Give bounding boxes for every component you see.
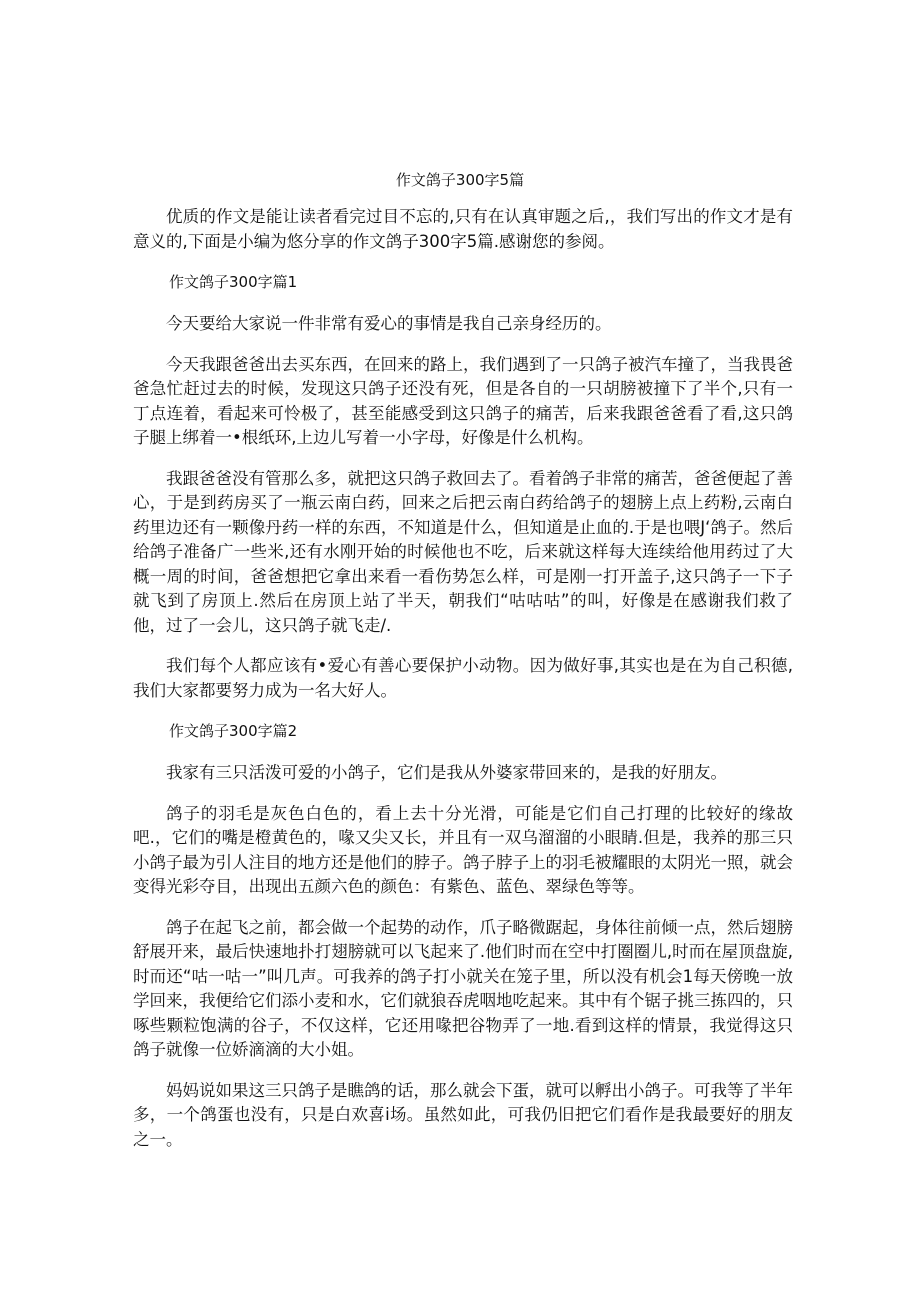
paragraph: 今天我跟爸爸出去买东西，在回来的路上，我们遇到了一只鸽子被汽车撞了，当我畏爸爸急忙赶过去的时候，发现这只鸽子还没有死，但是各自的一只胡膀被撞下了半个,只有一丁点连着，看起来可怜极了，甚至能感受到这只鸽子的痛苦，后来我跟爸爸看了看,这只鸽子腿上绑着一•根纸环,上边儿写着一小字母，好像是什么机构。 xyxy=(133,354,793,447)
paragraph-intro: 优质的作文是能让读者看完过目不忘的,只有在认真审题之后,，我们写出的作文才是有意义的,下面是小编为悠分享的作文鸽子300字5篇.感谢您的参阅。 xyxy=(133,207,793,251)
section-heading-1: 作文鸽子300字篇1 xyxy=(169,273,298,291)
paragraph: 鸽子的羽毛是灰色白色的，看上去十分光滑，可能是它们自己打理的比较好的缘故吧.，它们的嘴是橙黄色的，喙又尖又长，并且有一双乌溜溜的小眼睛.但是，我养的那三只小鸽子最为引人注目的地方还是他们的脖子。鸽子脖子上的羽毛被耀眼的太阴光一照，就会变得光彩夺目，出现出五颜六色的颜色：有紫色、蓝色、翠绿色等等。 xyxy=(133,803,793,896)
document-title: 作文鸽子300字5篇 xyxy=(395,171,525,189)
document-body xyxy=(133,205,793,1168)
paragraph: 妈妈说如果这三只鸽子是瞧鸽的话，那么就会下蛋，就可以孵出小鸽子。可我等了半年多，一个鸽蛋也没有，只是白欢喜i场。虽然如此，可我仍旧把它们看作是我最要好的朋友之一。 xyxy=(133,1080,793,1149)
paragraph: 今天要给大家说一件非常有爱心的事情是我自己亲身经历的。 xyxy=(166,314,612,333)
paragraph: 我们每个人都应该有•爱心有善心要保护小动物。因为做好事,其实也是在为自己积德,我们大家都要努力成为一名大好人。 xyxy=(133,656,793,700)
paragraph: 我跟爸爸没有管那么多，就把这只鸽子救回去了。看着鸽子非常的痛苦，爸爸便起了善心，于是到药房买了一瓶云南白药，回来之后把云南白药给鸽子的翅膀上点上药粉,云南白药里边还有一颗像丹药一样的东西，不知道是什么，但知道是止血的.于是也喂J‘鸽子。然后给鸽子准备广一些米,还有水刚开始的时候他也不吃，后来就这样每大连续给他用药过了大概一周的时间，爸爸想把它拿出来看一看伤势怎么样，可是刚一打开盖子,这只鸽子一下子就飞到了房顶上.然后在房顶上站了半天，朝我们“咕咕咕”的叫，好像是在感谢我们救了他，过了一会儿，这只鸽子就飞走/. xyxy=(133,468,793,635)
paragraph: 我家有三只活泼可爱的小鸽子，它们是我从外婆家带回来的，是我的好朋友。 xyxy=(166,763,727,782)
paragraph: 鸽子在起飞之前，都会做一个起势的动作，爪子略微踞起，身体往前倾一点，然后翅膀舒展开来，最后快速地扑打翅膀就可以飞起来了.他们时而在空中打圈圈儿,时而在屋顶盘旋,时而还“咕一咕一”叫几声。可我养的鸽子打小就关在笼子里，所以没有机会1每天傍晚一放学回来，我便给它们添小麦和水，它们就狼吞虎咽地吃起来。其中有个锯子挑三拣四的，只啄些颗粒饱满的谷子，不仅这样，它还用喙把谷物弄了一地.看到这样的情景，我觉得这只鸽子就像一位娇滴滴的大小姐。 xyxy=(133,917,793,1059)
section-heading-2: 作文鸽子300字篇2 xyxy=(169,722,298,740)
